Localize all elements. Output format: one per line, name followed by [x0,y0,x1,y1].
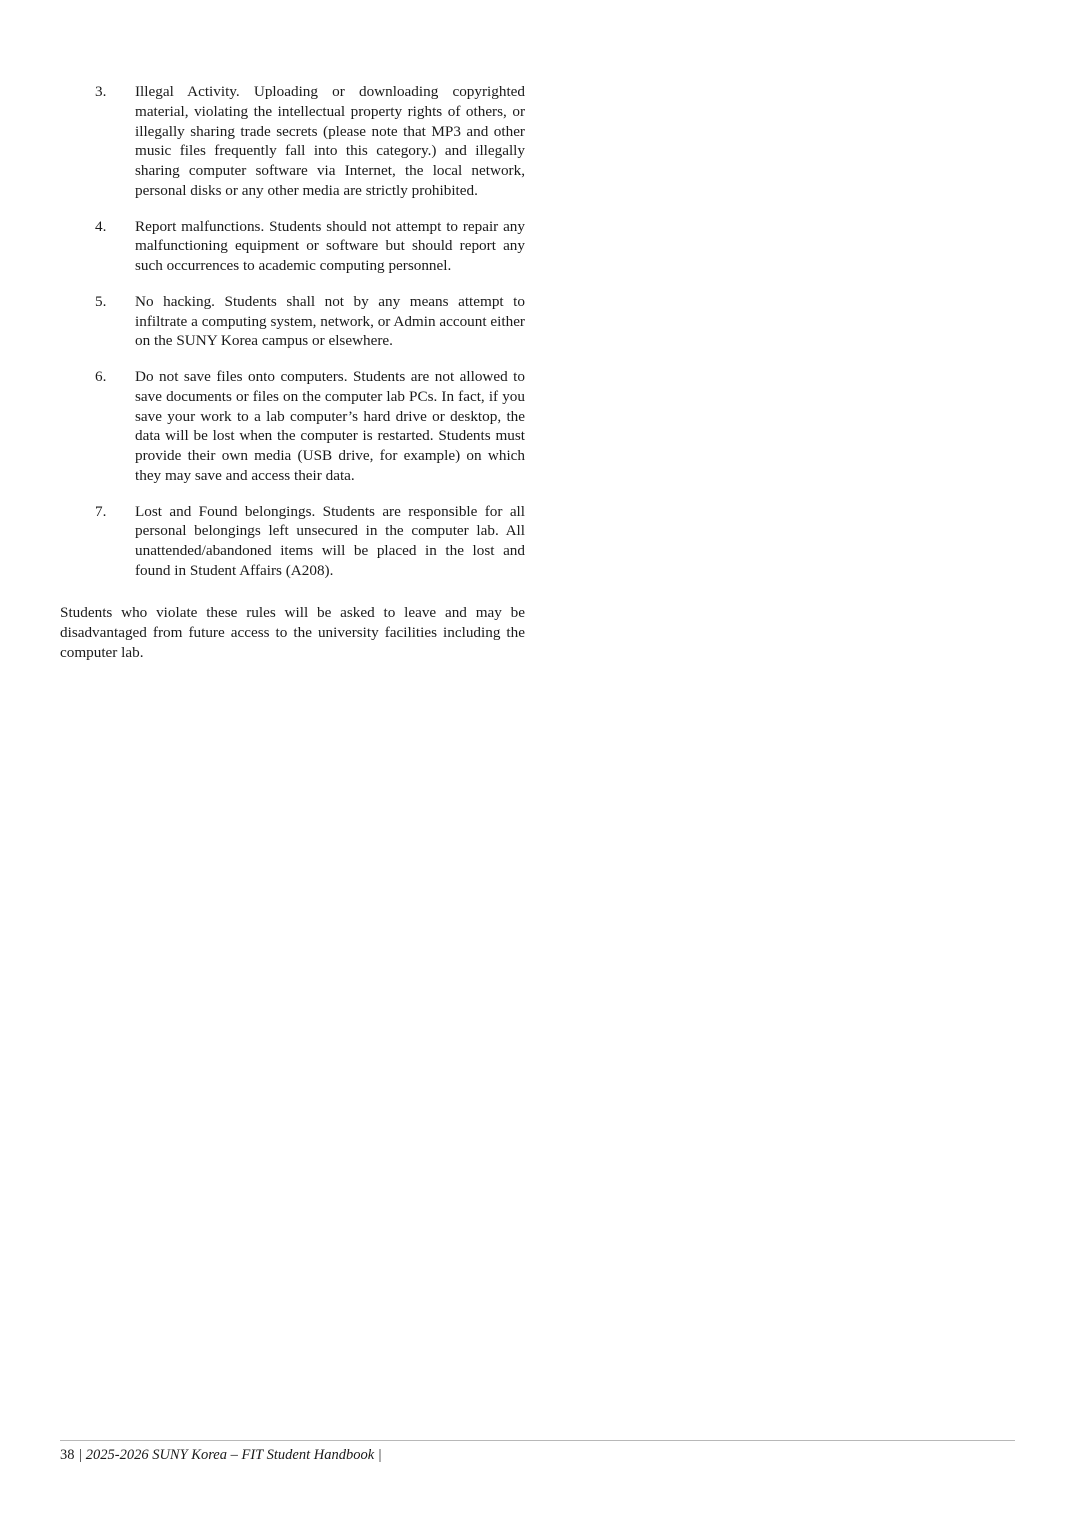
list-item-text: Report malfunctions. Students should not attempt to repair any malfunctioning equipment or software but should report any such occurrences to academic computing personnel. [135,217,525,274]
page-content [60,82,525,678]
footer-title: 2025-2026 SUNY Korea – FIT Student Handbook [85,1447,375,1463]
list-item-text: Lost and Found belongings. Students are responsible for all personal belongings left unsecured in the computer lab. All unattended/abandoned items will be placed in the lost and found in Student Affairs (A208). [135,502,525,579]
list-item [60,292,525,351]
closing-paragraph: Students who violate these rules will be asked to leave and may be disadvantaged from future access to the university facilities including the computer lab. [60,603,525,661]
page-footer [60,1440,1015,1464]
list-item-text: No hacking. Students shall not by any means attempt to infiltrate a computing system, network, or Admin account either on the SUNY Korea campus or elsewhere. [135,292,525,350]
list-item-text: Do not save files onto computers. Students are not allowed to save documents or files on the computer lab PCs. In fact, if you save your work to a lab computer’s hard drive or desktop, the data will be lost when the computer is restarted. Students must provide their own media (USB drive, for example) on which they may save and access their data. [135,368,525,484]
list-item-number: 7. [95,502,107,520]
list-item-text: Illegal Activity. Uploading or downloading copyrighted material, violating the intellectual property rights of others, or illegally sharing trade secrets (please note that MP3 and other music files frequently fall into this category.) and illegally sharing computer software via Internet, the local network, personal disks or any other media are strictly prohibited. [135,83,525,199]
footer-separator: | [74,1447,86,1463]
footer-divider [60,1440,1015,1441]
list-item [60,502,525,581]
list-item [60,217,525,276]
list-item-number: 3. [95,83,107,100]
rules-list [60,82,525,581]
list-item-number: 4. [95,217,107,235]
footer-page-number: 38 [60,1447,75,1463]
list-item-number: 5. [95,292,107,310]
footer-text [60,1447,1015,1464]
list-item [60,367,525,486]
footer-trailing: | [374,1447,382,1463]
list-item-number: 6. [95,368,107,385]
list-item [60,82,525,201]
